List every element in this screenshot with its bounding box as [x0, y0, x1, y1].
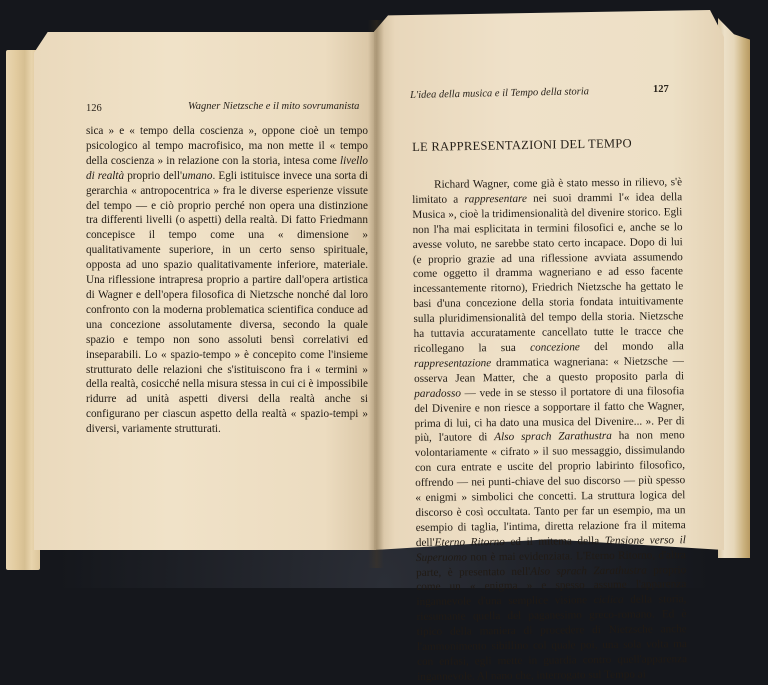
italic-text: paradosso [414, 387, 461, 400]
page-number: 127 [653, 84, 669, 95]
italic-text: Eterno Ritorno [434, 535, 505, 549]
text-run: . Egli istituisce invece una sorta di gerarchia « antropocentrica » fra le diverse esperienze vissute del tempo — e ciò proprio perché non opera una distinzione tra differenti livelli (o aspetti) della realtà. Di fatto Friedmann concepisce il tempo come una « dimensione » qualitativamente superiore, in un certo senso spirituale, opposta ad uno spazio qualitativamente inferiore, materiale. Una riflessione intrapresa proprio a partire dall'opera artistica di Wagner e dell'opera filosofica di Nietzsche nonché dal loro confronto con la moderna problematica scientifica conduce ad una concezione assolutamente diversa, secondo la quale spazio e tempo non sono assoluti bensì correlativi ed inseparabili. Lo « spazio-tempo » è concepito come l'insieme strutturato delle relazioni che s'istituiscono fra i « termini » della realtà, cosicché nella misura stessa in cui ci è impossibile ridurre ad unità aspetti diversi della realtà anche si configurano per ciascun aspetto della realtà « spazio-tempi » diversi, variamente strutturati. [86, 169, 369, 436]
book-gutter [368, 20, 384, 568]
text-run: nei suoi drammi l'« idea della Musica », cioè la tridimensionalità del divenire storico. Egli non l'ha mai esplicitata in termini filosofici e, anche se lo avesse voluto, ne sarebbe stato certo incapace. Dopo di lui (e proprio grazie ad una riflessione avviata assumendo come oggetto il dramma wagneriano e ad esso facente incessantemente ritorno), Friedrich Nietzsche ha gettato le basi d'una concezione della storia fondata intuitivamente sulla pluridimensionalità del tempo della storia. Nietzsche ha tuttavia accuratamente cancellato tutte le tracce che ricollegano la sua [412, 191, 684, 355]
left-running-head [188, 101, 359, 112]
text-run: — vede in se stesso il portatore di una filosofia del Divenire e non riesce a sopportare il fatto che Wagner, prima di lui, ci ha dato una musica del Divenire... ». Per di più, l'autore di [414, 384, 685, 445]
italic-text: ciclica [593, 594, 624, 607]
text-run: del mondo alla [579, 340, 684, 354]
italic-text: Also sprach Zarathustra [530, 564, 647, 578]
italic-text: concezione [530, 341, 580, 354]
italic-text: livello di realtà [86, 154, 368, 182]
italic-text: rappresentare [464, 192, 527, 206]
right-page-body-text [412, 175, 687, 685]
text-run: sica » e « tempo della coscienza », oppone cioè un tempo psicologico al tempo macrofisico, ma non mette il « tempo della coscienza » in relazione con la storia, intesa come [86, 125, 368, 167]
italic-text: Tensione verso il Superuomo [415, 533, 686, 564]
italic-text: rappresentazione [413, 357, 492, 370]
text-run: drammatica wagneriana: « Nietzsche — osserva Jean Matter, che a questo proposito parla di [414, 355, 685, 385]
italic-text: umano [182, 169, 213, 182]
text-run: non è mai evidenziata. L'Eterno Ritorno, d'altra parte, è presentato nell' [416, 548, 687, 579]
paragraph [412, 175, 687, 685]
text-run: della storia, riesumante quella del paganesimo greco-romano. Ed è tipico della maniera di procedere di Nietzsche anche l'ammonimento sibillino col quale poi, una sola volta ma con enfasi, egli mette in guardia contro quell'apparenza ingannevole. Al nano che, interrogato sul Tempo ai [416, 593, 688, 683]
text-run: ha non meno volontariamente « cifrato » il suo messaggio, dissimulando con cura entrate e uscite del proprio labirinto filosofico, offrendo — nei punti-chiave del suo discorso — più spesso « enigmi » simbolici che concetti. La struttura logica del discorso è così occultata. Tanto per far un esempio, ma un esempio di taglia, l'intima, diretta relazione fra il mitema dell' [414, 429, 686, 549]
page-number: 126 [86, 103, 102, 114]
left-page-body-text [86, 124, 368, 437]
text-run: ed il mitema della [504, 534, 605, 548]
running-head-title: Wagner Nietzsche e il mito sovrumanista [188, 101, 360, 112]
text-run: proprio come un « enigma » e spesso assume l'apparenza ingannevole d'una semplice visione [416, 563, 687, 609]
paragraph [86, 124, 368, 437]
italic-text: Also sprach Zarathustra [494, 430, 612, 444]
running-head-title: L'idea della musica e il Tempo della storia [410, 86, 590, 101]
chapter-title-text: LE RAPPRESENTAZIONI DEL TEMPO [412, 136, 633, 154]
text-run: proprio dell' [124, 169, 183, 182]
left-page-number [86, 103, 102, 114]
right-page-number [653, 84, 669, 95]
text-run: Richard Wagner, come già è stato messo in rilievo, s'è limitato a [412, 176, 683, 206]
